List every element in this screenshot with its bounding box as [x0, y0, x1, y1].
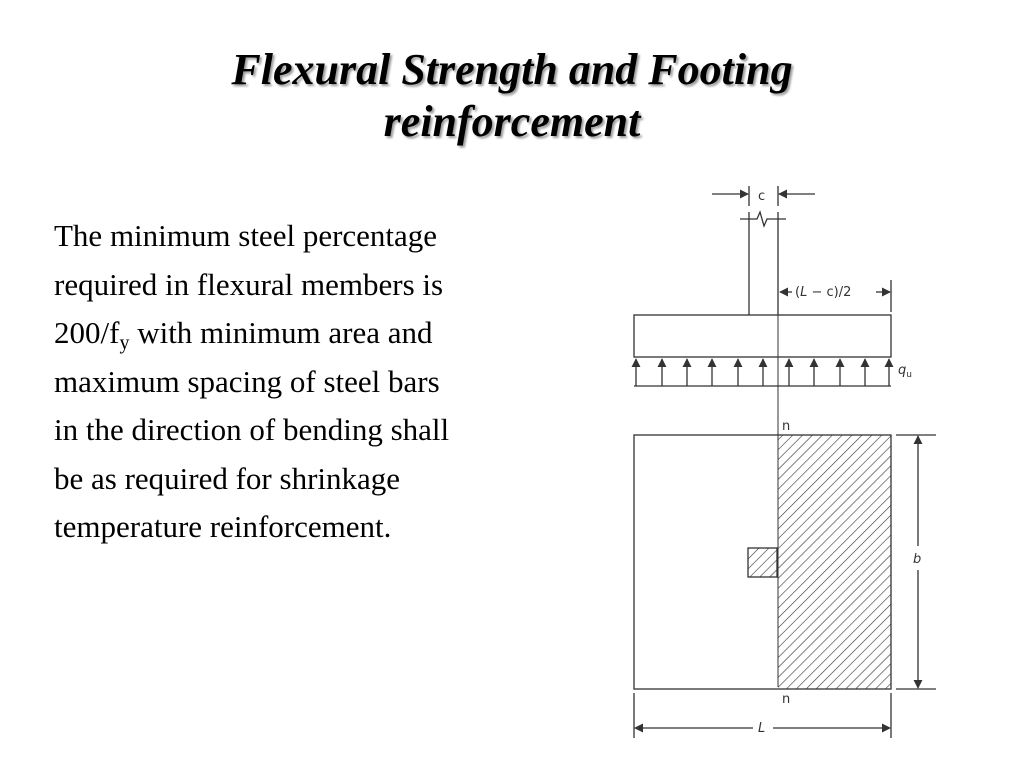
- body-line-3: [54, 309, 574, 358]
- label-n-top: n: [782, 419, 791, 434]
- body-line-1: The minimum steel percentage: [54, 218, 438, 253]
- footing-diagram: [600, 172, 940, 768]
- footing-diagram-svg: [600, 172, 940, 768]
- body-line-7: temperature reinforcement.: [54, 509, 392, 544]
- body-line-3-rest: with minimum area and: [129, 315, 433, 350]
- footing-elevation: [634, 315, 891, 357]
- label-L: L: [758, 721, 766, 736]
- title-line-2: reinforcement: [383, 97, 641, 146]
- fy-subscript: y: [119, 332, 130, 354]
- body-paragraph: [54, 212, 574, 552]
- column-break-symbol: [740, 212, 786, 226]
- body-line-2: required in flexural members is: [54, 266, 444, 302]
- body-line-6: be as required for shrinkage: [54, 460, 401, 496]
- title-line-1: Flexural Strength and Footing: [231, 45, 793, 94]
- label-qu: qu: [898, 363, 912, 380]
- soil-pressure-arrows: [636, 359, 889, 386]
- label-b: b: [913, 552, 922, 567]
- label-c: c: [758, 189, 766, 204]
- body-line-5: in the direction of bending shall: [54, 412, 450, 447]
- body-line-4: maximum spacing of steel bars: [54, 363, 440, 399]
- slide-title: [0, 44, 1024, 148]
- label-n-bottom: n: [782, 692, 791, 707]
- column-plan: [748, 548, 777, 577]
- hatched-cantilever-area: [778, 435, 891, 689]
- label-cantilever: (L − c)/2: [795, 285, 852, 300]
- ratio-text: 200/f: [54, 315, 120, 350]
